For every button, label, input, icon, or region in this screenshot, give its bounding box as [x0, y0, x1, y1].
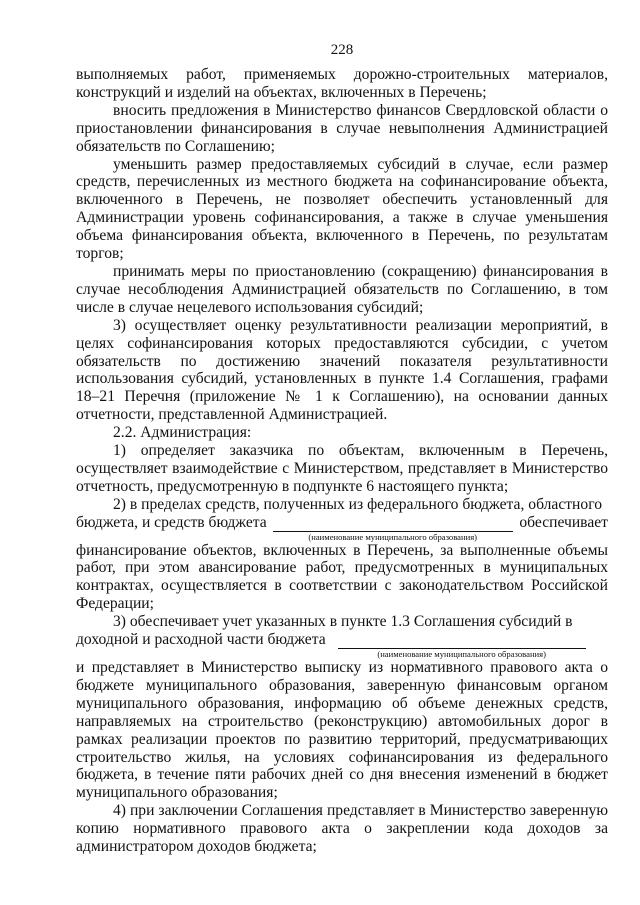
blank-line-municipality: [338, 634, 586, 659]
blank-caption: (наименование муниципального образования): [308, 531, 478, 542]
paragraph-admin-2-first: 2) в пределах средств, полученных из федерального бюджета, областного: [113, 495, 603, 513]
paragraph-admin-2-rest: финансирование объектов, включенных в Перечень, за выполненные объемы работ, при этом авансирование работ, предусмотренных в муниципальных контрактах, осуществляется в соответствии с законодательством Российской Федерации;: [76, 541, 608, 613]
section-heading-2-2: 2.2. Администрация:: [113, 424, 252, 442]
page-number: 228: [330, 42, 354, 58]
blank-line-municipality: [273, 517, 513, 542]
fill-in-row-1: бюджета, и средств бюджета (наименование муниципального образования) обеспечивает: [76, 513, 608, 542]
paragraph-line: выполняемых работ, применяемых дорожно-строительных материалов,: [76, 66, 608, 83]
paragraph-3: 3) осуществляет оценку результативности реализации мероприятий, в целях софинансирования которых предоставляются субсидии, с учетом обязательств по достижению значений показателя результативности использования субсидий, установленных в пункте 1.4 Соглашения, графами 18–21 Перечня (приложение № 1 к Соглашению), на основании данных отчетности, представленной Администрацией.: [76, 316, 608, 424]
paragraph-admin-4: 4) при заключении Соглашения представляет в Министерство заверенную копию нормативного правового акта о закреплении кода доходов за администратором доходов бюджета;: [76, 802, 608, 856]
paragraph-admin-3-first: 3) обеспечивает учет указанных в пункте 1.3 Соглашения субсидий в: [113, 613, 573, 631]
fill-in-row-2: доходной и расходной части бюджета (наименование муниципального образования): [76, 631, 608, 649]
paragraph-admin-1: 1) определяет заказчика по объектам, включенным в Перечень, осуществляет взаимодействие с Министерством, представляет в Министерство отчетность, предусмотренную в подпункте 6 настоящего пункта;: [76, 442, 608, 495]
paragraph-line: конструкций и изделий на объектах, включенных в Перечень;: [76, 83, 487, 101]
paragraph-suspend: принимать меры по приостановлению (сокращению) финансирования в случае несоблюдения Администрацией обязательств по Соглашению, в том числе в случае нецелевого использования субсидий;: [76, 262, 608, 316]
paragraph-propose: вносить предложения в Министерство финансов Свердловской области о приостановлении финансирования в случае невыполнения Администрацией обязательств по Соглашению;: [76, 101, 608, 155]
blank-caption: (наименование муниципального образования): [377, 649, 546, 659]
paragraph-reduce: уменьшить размер предоставляемых субсидий в случае, если размер средств, перечисленных из местного бюджета на софинансирование объекта, включенного в Перечень, не позволяет обеспечить установленный для Администрации уровень софинансирования, а также в случае уменьшения объема финансирования объекта, включенного в Перечень, по результатам торгов;: [76, 155, 608, 263]
document-body: [76, 66, 608, 856]
paragraph-admin-3-rest: и представляет в Министерство выписку из нормативного правового акта о бюджете муниципального образования, заверенную финансовым органом муниципального образования, информацию об объеме денежных средств, направляемых на строительство (реконструкцию) автомобильных дорог в рамках реализации проектов по развитию территорий, предусматривающих строительство жилья, на условиях софинансирования из федерального бюджета, в течение пяти рабочих дней со дня внесения изменений в бюджет муниципального образования;: [76, 659, 608, 802]
